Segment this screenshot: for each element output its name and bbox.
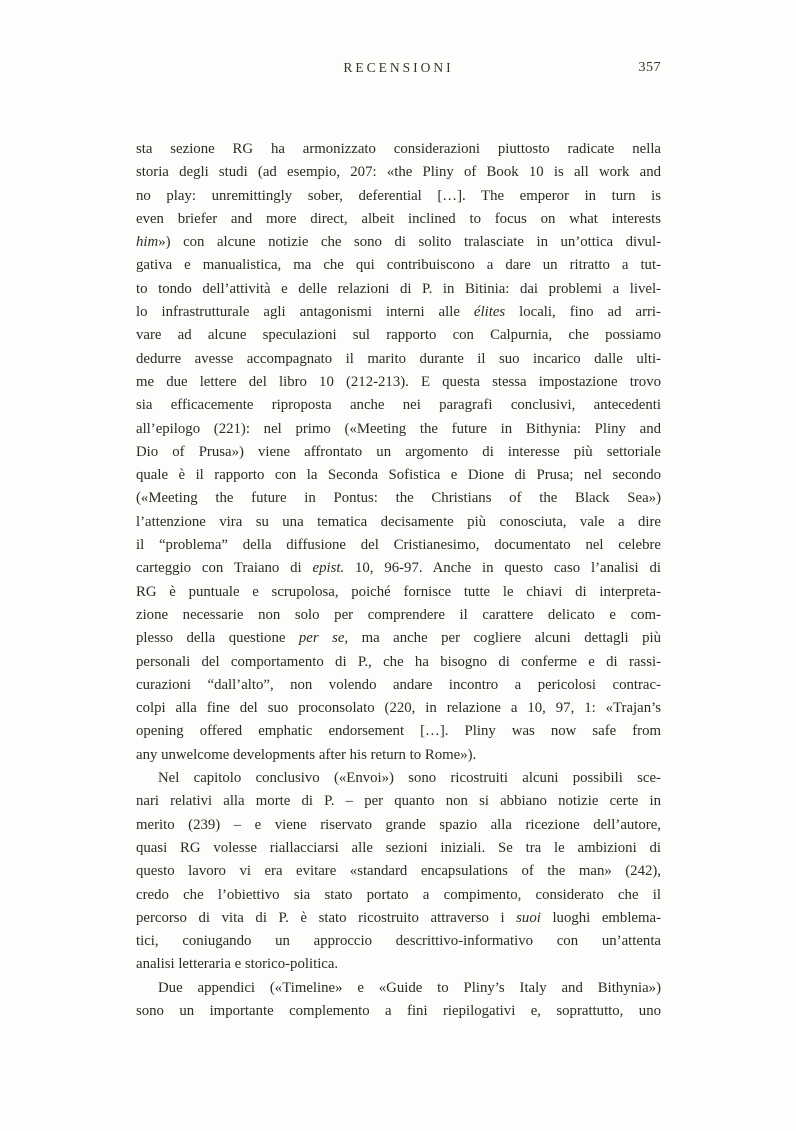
text-segment: sono un importante complemento a fini riepilogativi e, soprattutto, uno [136, 1002, 661, 1019]
italic-text-segment: per se [298, 630, 345, 647]
italic-text-segment: élites [473, 304, 506, 321]
text-line [136, 860, 661, 883]
text-segment: luoghi emblema- [540, 909, 661, 926]
text-line [136, 744, 661, 767]
text-segment: personali del comportamento di P., che ha bisogno di conferme e di rassi- [136, 653, 661, 670]
text-line [136, 651, 661, 674]
text-line [136, 464, 661, 487]
text-line [136, 581, 661, 604]
text-segment: even briefer and more direct, albeit inclined to focus on what interests [136, 210, 661, 227]
text-line [136, 511, 661, 534]
text-line [136, 371, 661, 394]
text-line [136, 697, 661, 720]
text-segment: lo infrastrutturale agli antagonismi interni alle [136, 304, 474, 321]
text-line [136, 720, 661, 743]
text-line [136, 278, 661, 301]
text-segment: Dio of Prusa») viene affrontato un argomento di interesse più settoriale [136, 443, 661, 460]
text-line [136, 161, 661, 184]
text-line [136, 1000, 661, 1023]
text-line [136, 674, 661, 697]
text-segment: sta sezione RG ha armonizzato considerazioni piuttosto radicate nella [136, 141, 661, 157]
text-segment: 10, 96-97. Anche in questo caso l’analisi di [344, 560, 661, 577]
text-line [136, 394, 661, 417]
text-segment: plesso della questione [136, 630, 299, 647]
text-segment: questo lavoro vi era evitare «standard encapsulations of the man» (242), [136, 863, 661, 880]
text-line [136, 930, 661, 953]
text-line [136, 487, 661, 510]
text-line [136, 884, 661, 907]
text-line [136, 604, 661, 627]
text-line [136, 324, 661, 347]
text-line [136, 790, 661, 813]
text-line [136, 837, 661, 860]
text-segment: gativa e manualistica, ma che qui contribuiscono a dare un ritratto a tut- [136, 257, 661, 274]
text-segment: all’epilogo (221): nel primo («Meeting the future in Bithynia: Pliny and [136, 420, 661, 437]
text-line [136, 767, 661, 790]
text-segment: any unwelcome developments after his return to Rome»). [136, 746, 477, 763]
text-segment: analisi letteraria e storico-politica. [136, 956, 339, 973]
text-segment: dedurre avesse accompagnato il marito durante il suo incarico dalle ulti- [136, 350, 661, 367]
text-segment: curazioni “dall’alto”, non volendo andare incontro a pericolosi contrac- [136, 676, 661, 693]
text-segment: colpi alla fine del suo proconsolato (220, in relazione a 10, 97, 1: «Trajan’s [136, 700, 661, 717]
italic-text-segment: epist. [312, 560, 345, 577]
text-segment: Nel capitolo conclusivo («Envoi») sono ricostruiti alcuni possibili sce- [158, 770, 661, 787]
text-segment: l’attenzione vira su una tematica decisamente più conosciuta, vale a dire [136, 513, 661, 530]
text-line [136, 254, 661, 277]
text-segment: tici, coniugando un approccio descrittivo-informativo con un’attenta [136, 933, 661, 950]
text-segment: merito (239) – e viene riservato grande spazio alla ricezione dell’autore, [136, 816, 661, 833]
text-line [136, 348, 661, 371]
text-segment: percorso di vita di P. è stato ricostruito attraverso i [136, 909, 517, 926]
text-segment: («Meeting the future in Pontus: the Christians of the Black Sea») [136, 490, 661, 507]
text-segment: il “problema” della diffusione del Cristianesimo, documentato nel celebre [136, 537, 661, 554]
text-segment: , ma anche per cogliere alcuni dettagli più [344, 630, 661, 647]
text-segment: carteggio con Traiano di [136, 560, 313, 577]
text-segment: sia efficacemente riproposta anche nei paragrafi conclusivi, antecedenti [136, 397, 661, 414]
text-line [136, 814, 661, 837]
text-line [136, 231, 661, 254]
text-segment: me due lettere del libro 10 (212-213). E questa stessa impostazione trovo [136, 373, 661, 390]
page-number: 357 [638, 60, 661, 75]
text-segment: no play: unremittingly sober, deferential […]. The emperor in turn is [136, 187, 661, 204]
text-line [136, 138, 661, 161]
text-segment: vare ad alcune speculazioni sul rapporto con Calpurnia, che possiamo [136, 327, 661, 344]
text-segment: opening offered emphatic endorsement […]. Pliny was now safe from [136, 723, 661, 740]
text-block [136, 138, 661, 1023]
text-line [136, 907, 661, 930]
page-header [136, 60, 661, 80]
italic-text-segment: him [136, 234, 159, 251]
text-segment: to tondo dell’attività e delle relazioni di P. in Bitinia: dai problemi a livel- [136, 280, 661, 297]
text-line [136, 977, 661, 1000]
text-segment: Due appendici («Timeline» e «Guide to Pliny’s Italy and Bithynia») [158, 979, 661, 996]
text-segment: nari relativi alla morte di P. – per quanto non si abbiano notizie certe in [136, 793, 661, 810]
text-segment: locali, fino ad arri- [505, 304, 661, 321]
text-line [136, 557, 661, 580]
section-title: RECENSIONI [343, 60, 454, 75]
text-segment: quale è il rapporto con la Seconda Sofistica e Dione di Prusa; nel secondo [136, 467, 661, 484]
text-segment: ») con alcune notizie che sono di solito tralasciate in un’ottica divul- [158, 234, 661, 251]
text-line [136, 953, 661, 976]
text-line [136, 418, 661, 441]
text-segment: zione necessarie non solo per comprendere il carattere delicato e com- [136, 606, 661, 623]
text-line [136, 185, 661, 208]
text-segment: RG è puntuale e scrupolosa, poiché fornisce tutte le chiavi di interpreta- [136, 583, 661, 600]
italic-text-segment: suoi [516, 909, 541, 926]
text-segment: quasi RG volesse riallacciarsi alle sezioni iniziali. Se tra le ambizioni di [136, 839, 661, 856]
text-line [136, 301, 661, 324]
text-line [136, 627, 661, 650]
text-line [136, 441, 661, 464]
text-segment: credo che l’obiettivo sia stato portato a compimento, considerato che il [136, 886, 661, 903]
text-line [136, 208, 661, 231]
text-segment: storia degli studi (ad esempio, 207: «the Pliny of Book 10 is all work and [136, 164, 661, 181]
text-line [136, 534, 661, 557]
